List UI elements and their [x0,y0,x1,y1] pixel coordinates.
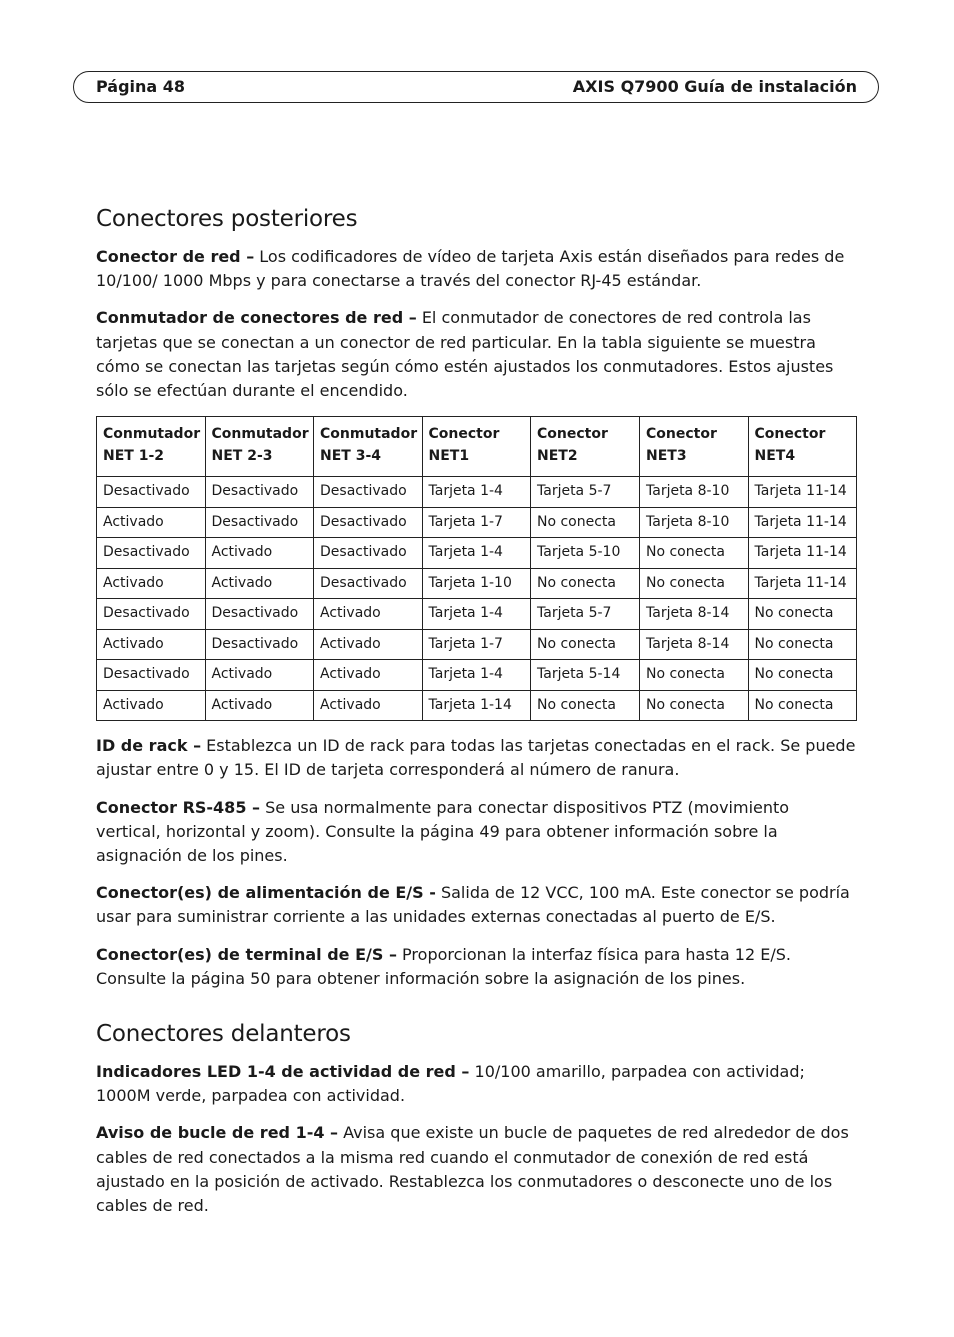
table-cell: No conecta [640,568,749,599]
table-cell: Tarjeta 5-7 [531,477,640,508]
paragraph-network-switch [96,306,858,403]
table-cell: No conecta [640,538,749,569]
table-cell: Activado [205,690,314,721]
table-cell: Desactivado [314,507,423,538]
paragraph-text: Los codificadores de vídeo de tarjeta Axis están diseñados para redes de 10/100/ 1000 Mbps y para conectarse a través del conector RJ-45 estándar. [96,247,845,291]
paragraph-text: Se usa normalmente para conectar dispositivos PTZ (movimiento vertical, horizontal y zoom). Consulte la página 49 para obtener información sobre la asignación de los pines. [96,797,790,866]
table-cell: Tarjeta 1-7 [422,629,531,660]
table-cell: Tarjeta 11-14 [748,568,857,599]
table-cell: Desactivado [314,477,423,508]
table-cell: Tarjeta 8-14 [640,629,749,660]
table-cell: Activado [97,690,206,721]
table-row [97,599,857,630]
table-cell: No conecta [640,660,749,691]
paragraph-text: 10/100 amarillo, parpadea con actividad; 1000M verde, parpadea con actividad. [96,1062,805,1106]
table-cell: Tarjeta 5-7 [531,599,640,630]
table-cell: Tarjeta 11-14 [748,507,857,538]
term: Conector(es) de alimentación de E/S - [96,883,436,903]
table-header-cell: Conmutador NET 3-4 [314,417,423,477]
table-header-cell: Conector NET1 [422,417,531,477]
table-cell: Activado [97,629,206,660]
table-cell: Desactivado [205,477,314,508]
table-cell: Desactivado [314,568,423,599]
paragraph-rs485 [96,796,858,869]
table-cell: Desactivado [97,477,206,508]
table-cell: Activado [97,507,206,538]
document-title: AXIS Q7900 Guía de instalación [572,77,857,96]
table-row [97,538,857,569]
paragraph-rack-id [96,734,858,782]
paragraph-network-connector [96,245,858,293]
table-cell: Tarjeta 1-4 [422,538,531,569]
table-row [97,660,857,691]
table-cell: Tarjeta 11-14 [748,477,857,508]
paragraph-text: Salida de 12 VCC, 100 mA. Este conector se podría usar para suministrar corriente a las unidades externas conectadas al puerto de E/S. [96,883,850,927]
table-cell: Tarjeta 5-10 [531,538,640,569]
table-cell: Desactivado [97,660,206,691]
table-row [97,568,857,599]
table-header-cell: Conmutador NET 1-2 [97,417,206,477]
page-header [73,71,879,103]
table-cell: No conecta [748,629,857,660]
table-cell: No conecta [531,690,640,721]
table-header-cell: Conector NET2 [531,417,640,477]
term: Conector(es) de terminal de E/S – [96,944,397,964]
table-cell: Tarjeta 8-14 [640,599,749,630]
term: Indicadores LED 1-4 de actividad de red – [96,1062,470,1082]
table-cell: Activado [314,660,423,691]
table-cell: Tarjeta 1-4 [422,660,531,691]
table-cell: Tarjeta 1-14 [422,690,531,721]
table-cell: Activado [314,690,423,721]
table-cell: Desactivado [205,629,314,660]
table-cell: Tarjeta 1-10 [422,568,531,599]
table-cell: Tarjeta 1-4 [422,477,531,508]
table-cell: No conecta [748,660,857,691]
table-cell: Activado [314,629,423,660]
table-cell: No conecta [748,690,857,721]
term: Aviso de bucle de red 1-4 – [96,1123,339,1143]
table-cell: Activado [205,538,314,569]
table-cell: No conecta [531,629,640,660]
table-cell: No conecta [531,507,640,538]
page-number: Página 48 [96,77,186,96]
table-cell: Tarjeta 1-7 [422,507,531,538]
paragraph-text: Avisa que existe un bucle de paquetes de red alrededor de dos cables de red conectados a la misma red cuando el conmutador de conexión de red está ajustado en la posición de activado. Restablezca los conmutadores o desconecte uno de los cables de red. [96,1123,849,1216]
paragraph-led-indicators [96,1060,858,1108]
table-row [97,477,857,508]
table-cell: Tarjeta 8-10 [640,507,749,538]
table-cell: Tarjeta 8-10 [640,477,749,508]
table-header-cell: Conector NET4 [748,417,857,477]
page-content [96,204,858,1231]
table-cell: Desactivado [314,538,423,569]
term: Conector RS-485 – [96,797,261,817]
table-cell: No conecta [748,599,857,630]
paragraph-text: El conmutador de conectores de red controla las tarjetas que se conectan a un conector de red particular. En la tabla siguiente se muestra cómo se conectan las tarjetas según cómo estén ajustados los conmutadores. Estos ajustes sólo se efectúan durante el encendido. [96,308,834,401]
table-cell: Tarjeta 11-14 [748,538,857,569]
term: Conector de red – [96,247,255,266]
table-header-cell: Conmutador NET 2-3 [205,417,314,477]
table-row [97,629,857,660]
table-cell: Desactivado [97,538,206,569]
paragraph-io-terminal [96,943,858,991]
table-cell: No conecta [531,568,640,599]
switch-connector-table [96,416,857,721]
table-row [97,690,857,721]
table-cell: Activado [205,660,314,691]
table-cell: No conecta [640,690,749,721]
table-cell: Activado [314,599,423,630]
paragraph-text: Proporcionan la interfaz física para hasta 12 E/S. Consulte la página 50 para obtener información sobre la asignación de los pines. [96,944,791,988]
table-header-row [97,417,857,477]
table-cell: Tarjeta 5-14 [531,660,640,691]
paragraph-loop-warning [96,1121,858,1218]
table-row [97,507,857,538]
table-header-cell: Conector NET3 [640,417,749,477]
table-cell: Tarjeta 1-4 [422,599,531,630]
section-title-rear-connectors: Conectores posteriores [96,206,358,232]
table-cell: Desactivado [205,507,314,538]
table-cell: Desactivado [97,599,206,630]
term: Conmutador de conectores de red – [96,308,417,328]
table-cell: Activado [97,568,206,599]
table-cell: Activado [205,568,314,599]
table-cell: Desactivado [205,599,314,630]
paragraph-io-power [96,881,858,929]
section-title-front-connectors: Conectores delanteros [96,1021,351,1048]
paragraph-text: Establezca un ID de rack para todas las tarjetas conectadas en el rack. Se puede ajustar entre 0 y 15. El ID de tarjeta corresponderá al número de ranura. [96,736,856,780]
term: ID de rack – [96,736,202,756]
